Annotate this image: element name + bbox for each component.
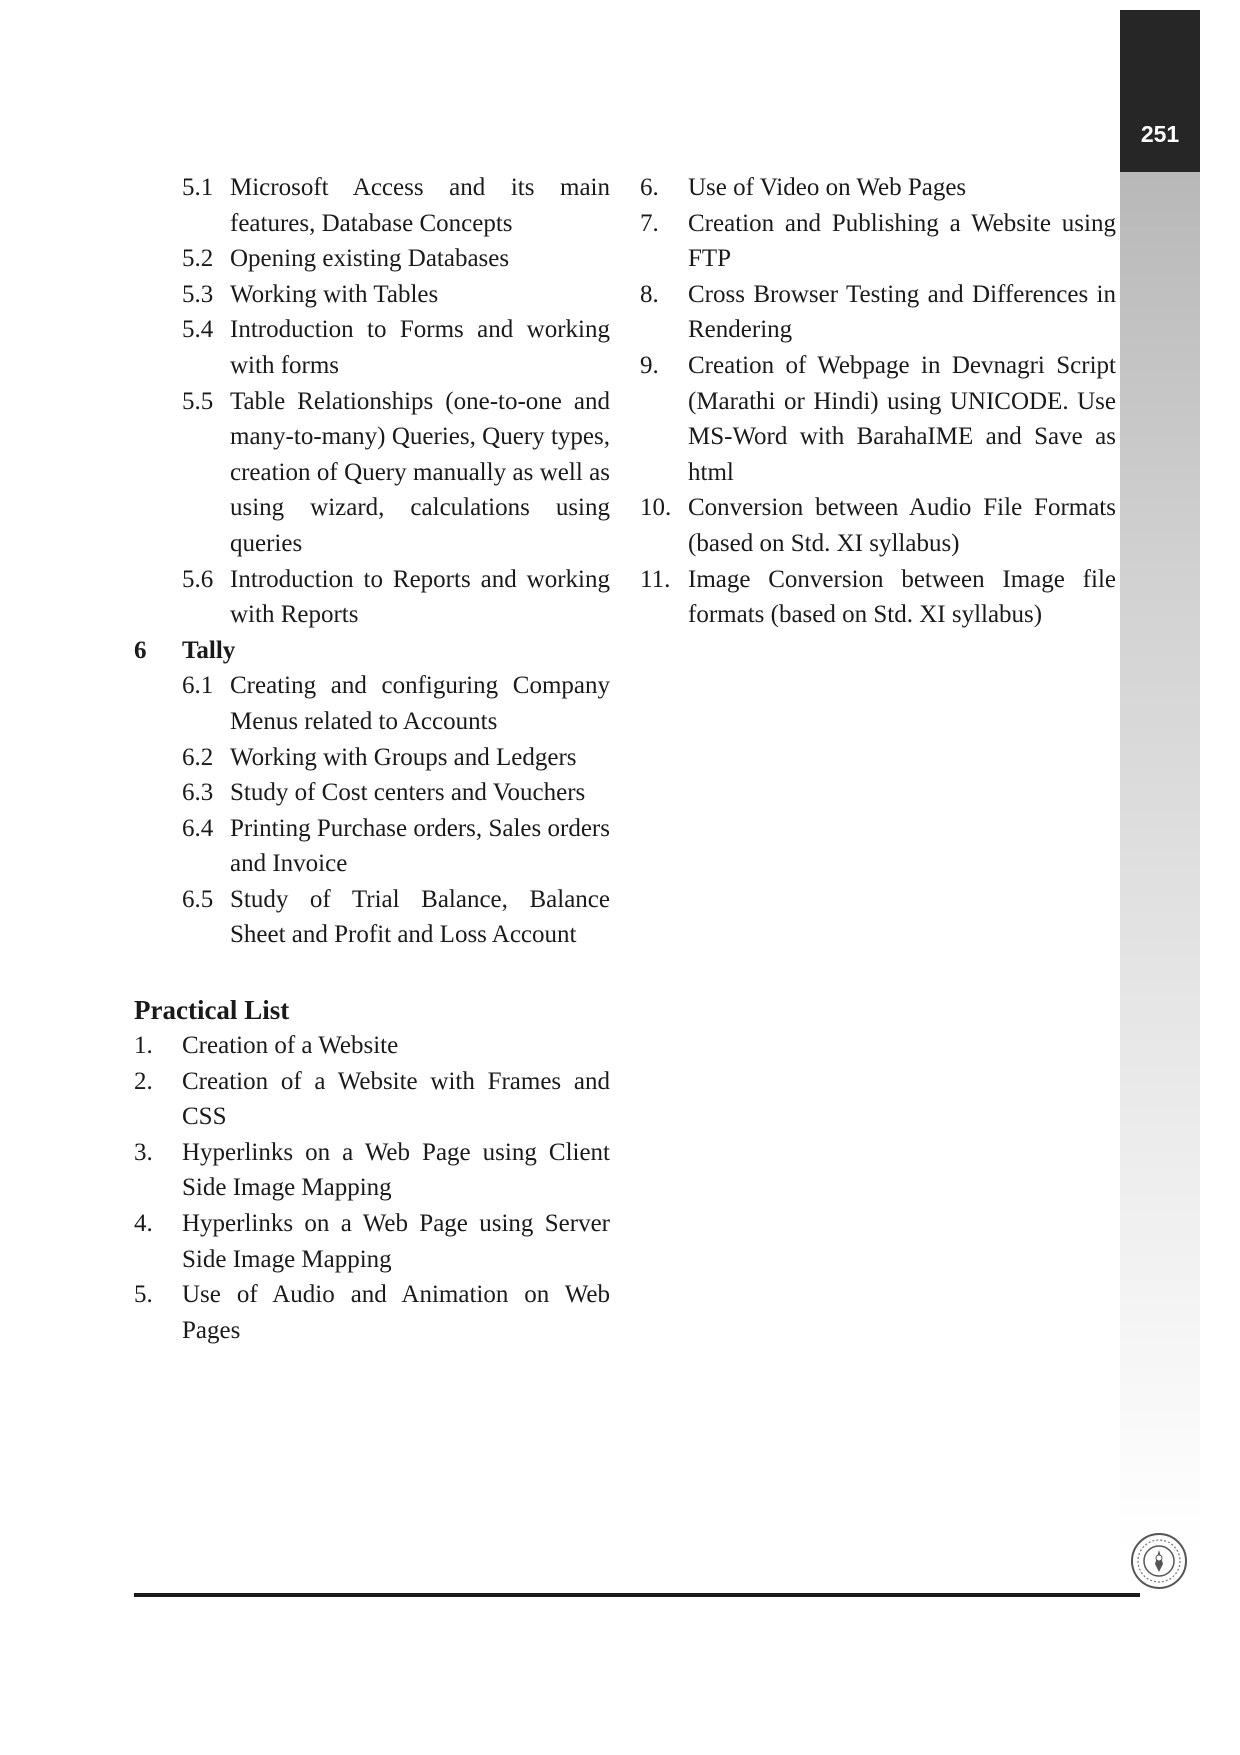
list-item-text: Use of Audio and Animation on Web Pages [182, 1281, 610, 1344]
subtopic-text: Printing Purchase orders, Sales orders and Invoice [230, 814, 610, 878]
subtopic-row [134, 312, 610, 383]
list-item-text: Creation of a Website [182, 1032, 399, 1060]
subtopic-row [134, 241, 610, 277]
list-item-text: Creation of Webpage in Devnagri Script (Marathi or Hindi) using UNICODE. Use MS-Word with BarahaIME and Save as html [688, 351, 1116, 486]
subtopic-number: 5.1 [182, 174, 214, 201]
subtopic-text: Working with Groups and Ledgers [230, 743, 577, 771]
subtopic-number: 5.2 [182, 245, 214, 273]
subtopic-text: Working with Tables [230, 280, 439, 308]
list-item [640, 206, 1116, 277]
list-item [134, 1206, 610, 1277]
list-item [640, 277, 1116, 348]
list-item-text: Creation and Publishing a Website using FTP [688, 209, 1116, 273]
list-item-text: Creation of a Website with Frames and CSS [182, 1067, 610, 1131]
subtopic-row [134, 170, 610, 241]
list-item-number: 6. [640, 174, 659, 201]
list-item-text: Use of Video on Web Pages [688, 174, 967, 201]
subtopic-row [134, 668, 610, 739]
list-item-text: Cross Browser Testing and Differences in Rendering [688, 280, 1116, 344]
list-item-text: Hyperlinks on a Web Page using Server Side Image Mapping [182, 1210, 610, 1273]
list-item-number: 7. [640, 209, 659, 237]
subtopic-text: Introduction to Forms and working with forms [230, 316, 610, 379]
list-item [134, 1277, 610, 1348]
subtopic-number: 6.5 [182, 885, 214, 913]
subtopic-text: Introduction to Reports and working with Reports [230, 565, 610, 629]
subtopic-number: 5.5 [182, 387, 214, 415]
list-item-number: 5. [134, 1281, 153, 1309]
subtopic-row [134, 384, 610, 562]
practical-list-heading: Practical List [134, 995, 290, 1026]
subtopic-number: 6.3 [182, 779, 214, 807]
list-item [640, 348, 1116, 490]
list-item-text: Conversion between Audio File Formats (based on Std. XI syllabus) [688, 494, 1116, 557]
subtopic-number: 5.6 [182, 565, 214, 593]
list-item [640, 562, 1116, 633]
list-item-number: 4. [134, 1210, 153, 1238]
subtopic-text: Table Relationships (one-to-one and many-to-many) Queries, Query types, creation of Query manually as well as using wizard, calculations using queries [230, 387, 610, 557]
list-item-number: 9. [640, 351, 659, 379]
subtopic-number: 5.3 [182, 280, 214, 308]
subtopic-row [134, 775, 610, 811]
subtopic-text: Study of Cost centers and Vouchers [230, 779, 586, 807]
list-item-number: 8. [640, 280, 659, 308]
subtopic-text: Opening existing Databases [230, 245, 510, 273]
list-item-number: 1. [134, 1032, 153, 1060]
subtopic-row [134, 740, 610, 776]
subtopic-number: 6.2 [182, 743, 214, 771]
list-item-number: 3. [134, 1138, 153, 1166]
footer-rule [134, 1593, 1140, 1597]
subtopic-text: Microsoft Access and its main features, Database Concepts [230, 174, 610, 237]
list-item-number: 11. [640, 565, 671, 593]
unit-title: Tally [182, 636, 236, 664]
page-number: 251 [1140, 121, 1180, 147]
board-emblem-icon [1130, 1532, 1188, 1590]
subtopic-text: Study of Trial Balance, Balance Sheet and Profit and Loss Account [230, 885, 610, 949]
list-item [134, 1135, 610, 1206]
right-column [640, 170, 1116, 633]
subtopic-row [134, 811, 610, 882]
subtopic-number: 6.1 [182, 672, 214, 700]
subtopic-number: 5.4 [182, 316, 214, 344]
subtopic-row [134, 562, 610, 633]
left-column [134, 170, 610, 1348]
subtopic-row [134, 882, 610, 953]
list-item-number: 2. [134, 1067, 153, 1095]
list-item-text: Image Conversion between Image file formats (based on Std. XI syllabus) [688, 565, 1116, 629]
list-item-text: Hyperlinks on a Web Page using Client Side Image Mapping [182, 1138, 610, 1202]
list-item-number: 10. [640, 494, 672, 522]
subtopic-row [134, 277, 610, 313]
unit-heading [134, 633, 610, 669]
unit-number: 6 [134, 636, 147, 664]
list-item [640, 170, 1116, 206]
sidebar-gradient [1120, 172, 1200, 1552]
subtopic-number: 6.4 [182, 814, 214, 842]
list-item [640, 490, 1116, 561]
list-item [134, 1064, 610, 1135]
subtopic-text: Creating and configuring Company Menus related to Accounts [230, 672, 610, 735]
list-item [134, 1028, 610, 1064]
